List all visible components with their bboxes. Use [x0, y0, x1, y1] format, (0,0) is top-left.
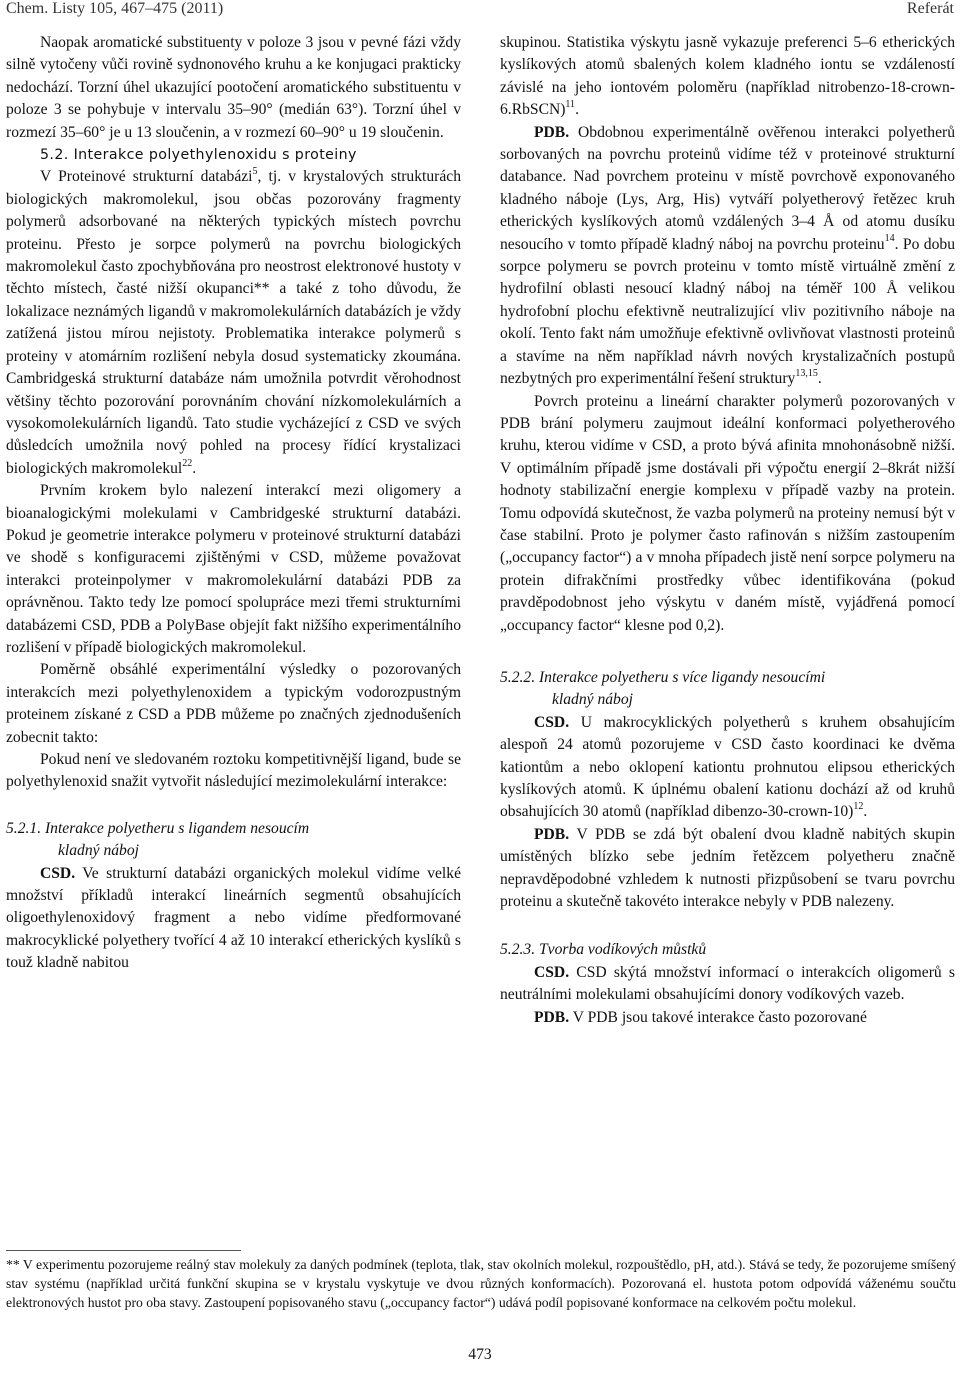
- footnote-divider: [6, 1250, 241, 1251]
- subsection-heading: 5.2.3. Tvorba vodíkových můstků: [500, 941, 707, 959]
- right-column: [500, 32, 955, 1029]
- paragraph: Prvním krokem bylo nalezení interakcí mezi oligomery a bioanalogickými molekulami v Cambridgeské strukturní databázi. Pokud je geometrie interakce polymeru v proteinové strukturní databázi ve shodě s konfiguracemi zjištěnými v CSD, můžeme považovat interakci proteinpolymer v makromolekulární databázi PDB za oprávněnou. Takto tedy lze pomocí spolupráce mezi třemi strukturními databázemi CSD, PDB a PolyBase objejít fakt nižšího experimentálního rozlišení v případě biologických makromolekul.: [6, 482, 461, 656]
- paragraph: PDB. V PDB jsou takové interakce často pozorované: [534, 1008, 867, 1026]
- subsection-heading: 5.2.1. Interakce polyetheru s ligandem nesoucím kladný náboj: [6, 819, 310, 860]
- paragraph: skupinou. Statistika výskytu jasně vykazuje preferenci 5–6 etherických kyslíkových atomů sbalených kolem kladného iontu se vzdáleností závislé na jeho iontovém poloměru (například nitrobenzo-18-crown-6.RbSCN)$^{11}$.: [500, 34, 955, 119]
- citation-ref: 12: [853, 801, 864, 813]
- citation-ref: 11: [565, 99, 576, 111]
- paragraph: Naopak aromatické substituenty v poloze 3 jsou v pevné fázi vždy silně vytočeny vůči rovině sydnonového kruhu a ke konjugaci prakticky nedochází. Torzní úhel ukazující pootočení aromatického substituentu v poloze 3 se pohybuje v intervalu 35–90° (medián 63°). Torzní úhel v rozmezí 35–60° je u 13 sloučenin, a v rozmezí 60–90° u 19 sloučenin.: [6, 34, 461, 141]
- citation-ref: 13,15: [795, 367, 818, 379]
- paragraph: CSD. Ve strukturní databázi organických molekul vidíme velké množství příkladů interakcí lineárních segmentů obsahujících oligoethylenoxidový fragment a nebo vidíme předformované makrocyklické polyethery tvořící 4 až 10 interakcí etherických kyslíků s touž kladně nabitou: [6, 864, 461, 972]
- section-label: Referát: [906, 0, 954, 17]
- citation-ref: 22: [182, 457, 193, 469]
- footnote: ** V experimentu pozorujeme reálný stav molekuly za daných podmínek (teplota, tlak, stav okolních molekul, rozpouštědlo, pH, atd.). Stává se tedy, že pozorujeme smíšený stav systému (například určitá funkční skupina se v krystalu vyskytuje ve dvou různých konformacích). Pozorovaná el. hustota potom odpovídá váženému součtu elektronových hustot pro oba stavy. Zastoupení popisovaného stavu („occupancy factor“) udává podíl popisované konformace na celkovém počtu molekul.: [6, 1257, 956, 1310]
- paragraph: PDB. V PDB se zdá být obalení dvou kladně nabitých skupin umístěných blízko sebe jedním řetězcem polyetheru značně nepravděpodobné vzhledem k nutnosti přizpůsobení se tvaru povrchu proteinu a skutečně takovéto interakce nebyly v PDB nalezeny.: [500, 825, 955, 911]
- running-header: [6, 0, 954, 20]
- paragraph: CSD. CSD skýtá množství informací o interakcích oligomerů s neutrálními molekulami obsahujícími donory vodíkových vazeb.: [500, 963, 955, 1004]
- paragraph: PDB. Obdobnou experimentálně ověřenou interakci polyetherů sorbovaných na povrchu proteinů vidíme též v proteinové strukturní databance. Nad povrchem proteinu v místě povrchově exponovaného kladného náboje (Lys, Arg, His) vytváří polyetherový řetězec kruh etherických kyslíkových atomů vzdálených 3–4 Å od atomu dusíku nesoucího v tomto případě kladný náboj na povrchu proteinu$^{14}$. Po dobu sorpce polymeru se povrch proteinu v tomto místě virtuálně změní z hydrofilní oblasti nesoucí kladný náboj na téměř 100 Å velikou hydrofobní plochu efektivně neutralizující vliv pozitivního náboje na okolí. Tento fakt nám umožňuje efektivně ovlivňovat vlastnosti proteinů a stavíme na něm například návrh nových krystalizačních postupů nezbytných pro experimentální řešení struktury$^{13,15}$.: [500, 123, 955, 388]
- journal-citation: Chem. Listy 105, 467–475 (2011): [6, 0, 224, 17]
- subsection-heading: 5.2.2. Interakce polyetheru s více ligandy nesoucími kladný náboj: [500, 668, 826, 709]
- section-heading: 5.2. Interakce polyethylenoxidu s proteiny: [40, 147, 357, 164]
- paragraph: Pokud není ve sledovaném roztoku kompetitivnější ligand, bude se polyethylenoxid snažit vytvořit následující mezimolekulární interakce:: [6, 751, 461, 791]
- paragraph: Poměrně obsáhlé experimentální výsledky o pozorovaných interakcích mezi polyethylenoxidem a typickým vodorozpustným proteinem získané z CSD a PDB můžeme po značných zjednodušeních zobecnit takto:: [6, 661, 461, 746]
- citation-ref: 14: [884, 233, 895, 245]
- citation-ref: 5: [252, 166, 258, 178]
- page-number: 473: [468, 1346, 492, 1363]
- paragraph: CSD. U makrocyklických polyetherů s kruhem obsahujícím alespoň 24 atomů pozorujeme v CSD často koordinaci ke dvěma kationtům a nebo oklopení kationtu prohnutou elipsou etherických kyslíkových atomů. K úplnému obalení kationu dochází až od kruhů obsahujících 30 atomů (například dibenzo-30-crown-10)$^{12}$.: [500, 713, 955, 821]
- left-column: [6, 32, 461, 975]
- paragraph: Povrch proteinu a lineární charakter polymerů pozorovaných v PDB brání polymeru zaujmout ideální konformaci polyetherového kruhu, kterou vidíme v CSD, a proto bývá afinita mnohonásobně nižší. V optimálním případě jsme dostávali při výpočtu energií 2–8krát nižší hodnoty stabilizační energie komplexu v případě vazby na protein. Tomu odpovídá skutečnost, že vazba polymerů na proteiny nemusí být v čase stabilní. Proto je polymer často rafinován s nižším zastoupením („occupancy factor“) a v mnoha případech jistě není sorpce polymeru na protein difrakčními prostředky vůbec identifikována (pokud pravděpodobnost jeho výskytu v daném místě, vyjádřená pomocí „occupancy factor“ klesne pod 0,2).: [500, 392, 955, 634]
- paragraph: V Proteinové strukturní databázi$^5$, tj. v krystalových strukturách biologických makromolekul, jsou občas pozorovány fragmenty polymerů adsorbované na některých typických místech povrchu proteinu. Přesto je sorpce polymerů na povrchu biologických makromolekul často zpochybňována pro neostrost elektronové hustoty v těchto místech, časté nižší okupanci** a také z toho důvodu, že lokalizace neznámých ligandů v makromolekulárních databázích je vždy zatížená jistou mírou nejistoty. Problematika interakce polymerů s proteiny v atomárním rozlišení nebyla dosud systematicky zkoumána. Cambridgeská strukturní databáze nám umožnila potvrdit věrohodnost většiny těchto pozorování porovnáním chování nízkomolekulárních a vysokomolekulárních ligandů. Tato studie vycházející z CSD ve svých důsledcích umožnila nový pohled na procesy řídící krystalizaci biologických makromolekul$^{22}$.: [6, 166, 461, 477]
